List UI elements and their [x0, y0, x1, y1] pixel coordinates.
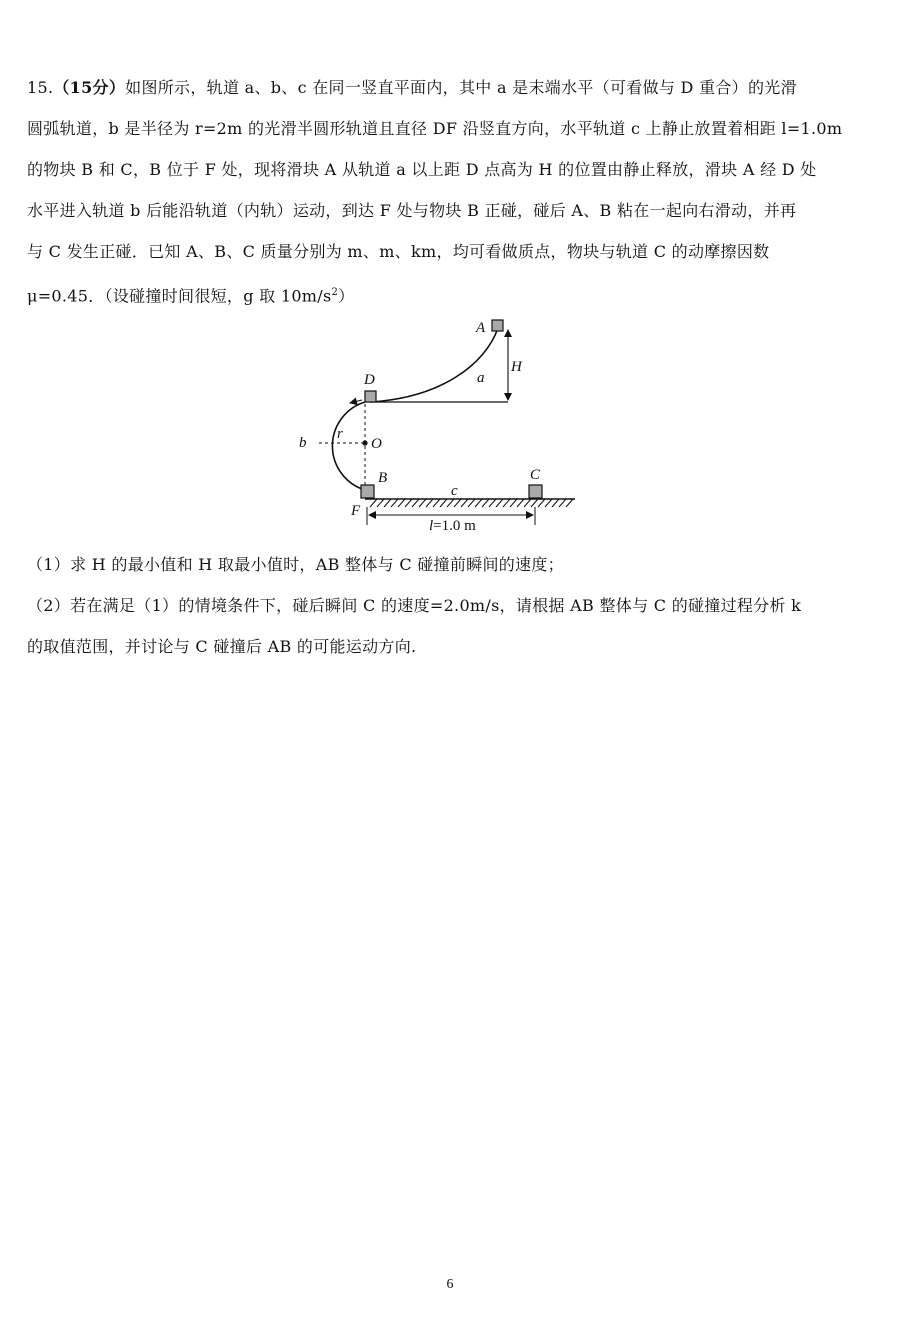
problem-text-line-1: 如图所示，轨道 a、b、c 在同一竖直平面内，其中 a 是末端水平（可看做与 D 重合）的光滑: [125, 78, 797, 97]
label-track-a: a: [477, 370, 485, 386]
question-2-line-1: （2）若在满足（1）的情境条件下，碰后瞬间 C 的速度=2.0m/s，请根据 AB 整体与 C 的碰撞过程分析 k: [27, 596, 802, 615]
label-track-b: b: [299, 435, 307, 451]
superscript-two: 2: [331, 287, 339, 298]
label-distance-symbol: l: [429, 518, 434, 534]
problem-score: （15分）: [53, 78, 126, 97]
label-h: H: [511, 359, 522, 375]
problem-line-5: 与 C 发生正碰．已知 A、B、C 质量分别为 m、m、km，均可看做质点，物块与轨道 C 的动摩擦因数: [27, 242, 770, 261]
label-b-block: B: [378, 470, 388, 486]
ground-hatching: [370, 499, 573, 507]
label-track-c: c: [451, 483, 458, 499]
block-b: [361, 485, 374, 498]
question-1: （1）求 H 的最小值和 H 取最小值时，AB 整体与 C 碰撞前瞬间的速度；: [27, 555, 564, 574]
label-o: O: [371, 436, 382, 452]
track-a-curve: [370, 328, 498, 402]
entry-direction-arrow: [350, 400, 362, 403]
track-diagram: [290, 310, 590, 540]
label-distance-value: =1.0 m: [433, 518, 476, 534]
label-d: D: [364, 372, 375, 388]
problem-number: 15.: [27, 78, 54, 97]
label-radius: r: [337, 426, 343, 442]
label-distance: [429, 518, 476, 534]
block-d: [365, 391, 376, 402]
question-2-line-2: 的取值范围，并讨论与 C 碰撞后 AB 的可能运动方向.: [27, 637, 417, 656]
track-b-semicircle: [332, 402, 365, 490]
block-c: [529, 485, 542, 498]
block-a: [492, 320, 503, 331]
center-point-o: [362, 440, 367, 445]
problem-line-3: 的物块 B 和 C，B 位于 F 处，现将滑块 A 从轨道 a 以上距 D 点高为 H 的位置由静止释放，滑块 A 经 D 处: [27, 160, 817, 179]
questions: [27, 544, 877, 667]
problem-line-2: 圆弧轨道，b 是半径为 r=2m 的光滑半圆形轨道且直径 DF 沿竖直方向，水平轨道 c 上静止放置着相距 l=1.0m: [27, 119, 843, 138]
page-number: 6: [446, 1277, 454, 1292]
label-f: F: [351, 503, 361, 519]
label-c-block: C: [530, 467, 541, 483]
problem-text-line-6: μ=0.45．（设碰撞时间很短，g 取 10m/s: [27, 286, 332, 306]
closing-paren: ）: [338, 286, 355, 306]
problem-line-1: [27, 67, 877, 108]
problem-line-6: [27, 272, 877, 313]
problem-statement: [27, 67, 877, 313]
label-a-block: A: [476, 320, 486, 336]
problem-line-4: 水平进入轨道 b 后能沿轨道（内轨）运动，到达 F 处与物块 B 正碰，碰后 A、B 粘在一起向右滑动，并再: [27, 201, 797, 220]
